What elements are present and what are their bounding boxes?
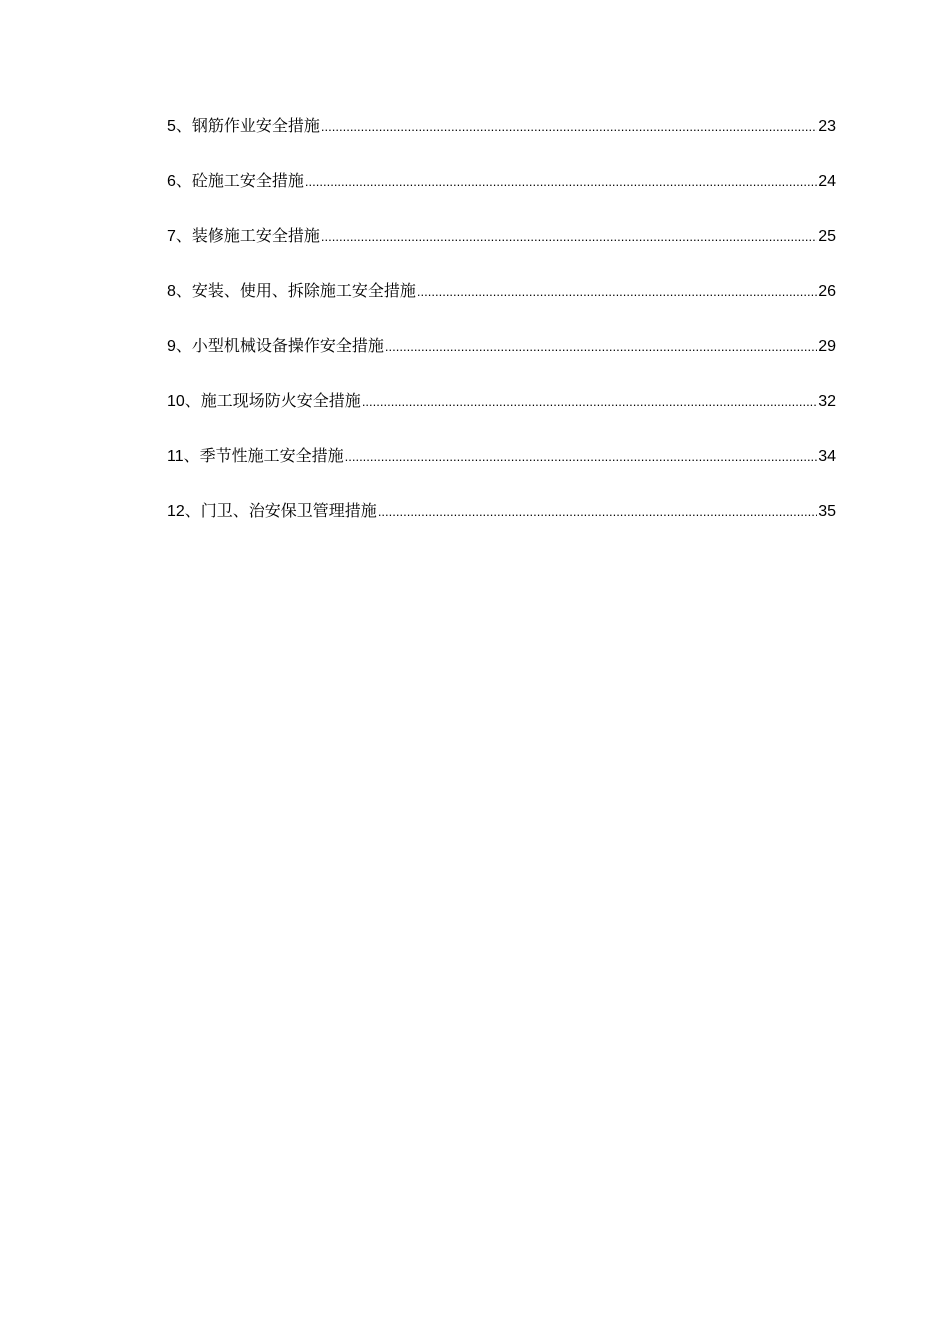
toc-entry-number: 9 bbox=[167, 338, 176, 355]
toc-entry-text: 、安装、使用、拆除施工安全措施 bbox=[175, 281, 416, 300]
toc-entry-text: 、小型机械设备操作安全措施 bbox=[175, 336, 384, 355]
toc-entry-number: 10 bbox=[167, 393, 185, 410]
toc-entry[interactable] bbox=[167, 389, 836, 444]
toc-entry-title bbox=[167, 334, 384, 359]
toc-entry-text: 、施工现场防火安全措施 bbox=[184, 391, 361, 410]
toc-entry-text: 、季节性施工安全措施 bbox=[183, 446, 344, 465]
toc-entry[interactable] bbox=[167, 499, 836, 554]
toc-entry-number: 7 bbox=[167, 228, 176, 245]
toc-dot-leader bbox=[321, 225, 817, 249]
toc-dot-leader bbox=[417, 280, 817, 304]
toc-entry-title bbox=[167, 444, 344, 469]
toc-entry-text: 、钢筋作业安全措施 bbox=[175, 116, 320, 135]
toc-page-number: 34 bbox=[818, 448, 836, 465]
toc-page-number: 25 bbox=[818, 228, 836, 245]
toc-entry-title bbox=[167, 224, 320, 249]
toc-entry-number: 6 bbox=[167, 173, 176, 190]
toc-entry-title bbox=[167, 279, 416, 304]
toc-page-number: 32 bbox=[818, 393, 836, 410]
toc-entry-text: 、装修施工安全措施 bbox=[175, 226, 320, 245]
toc-dot-leader bbox=[378, 500, 817, 524]
toc-dot-leader bbox=[385, 335, 817, 359]
toc-entry[interactable] bbox=[167, 169, 836, 224]
toc-entry-title bbox=[167, 389, 361, 414]
table-of-contents bbox=[167, 114, 836, 554]
toc-dot-leader bbox=[321, 115, 817, 139]
toc-entry[interactable] bbox=[167, 334, 836, 389]
toc-entry-title bbox=[167, 114, 320, 139]
toc-entry-title bbox=[167, 169, 304, 194]
toc-dot-leader bbox=[362, 390, 817, 414]
toc-entry[interactable] bbox=[167, 444, 836, 499]
toc-entry[interactable] bbox=[167, 224, 836, 279]
toc-page-number: 29 bbox=[818, 338, 836, 355]
toc-entry-number: 8 bbox=[167, 283, 176, 300]
toc-page-number: 24 bbox=[818, 173, 836, 190]
toc-entry-number: 12 bbox=[167, 503, 185, 520]
toc-entry-number: 11 bbox=[167, 448, 184, 465]
toc-entry-title bbox=[167, 499, 377, 524]
toc-entry-text: 、砼施工安全措施 bbox=[175, 171, 304, 190]
toc-entry[interactable] bbox=[167, 279, 836, 334]
toc-page-number: 35 bbox=[818, 503, 836, 520]
toc-entry-number: 5 bbox=[167, 118, 176, 135]
toc-page-number: 23 bbox=[818, 118, 836, 135]
toc-page-number: 26 bbox=[818, 283, 836, 300]
toc-dot-leader bbox=[345, 445, 818, 469]
toc-entry-text: 、门卫、治安保卫管理措施 bbox=[184, 501, 377, 520]
toc-entry[interactable] bbox=[167, 114, 836, 169]
toc-dot-leader bbox=[305, 170, 817, 194]
